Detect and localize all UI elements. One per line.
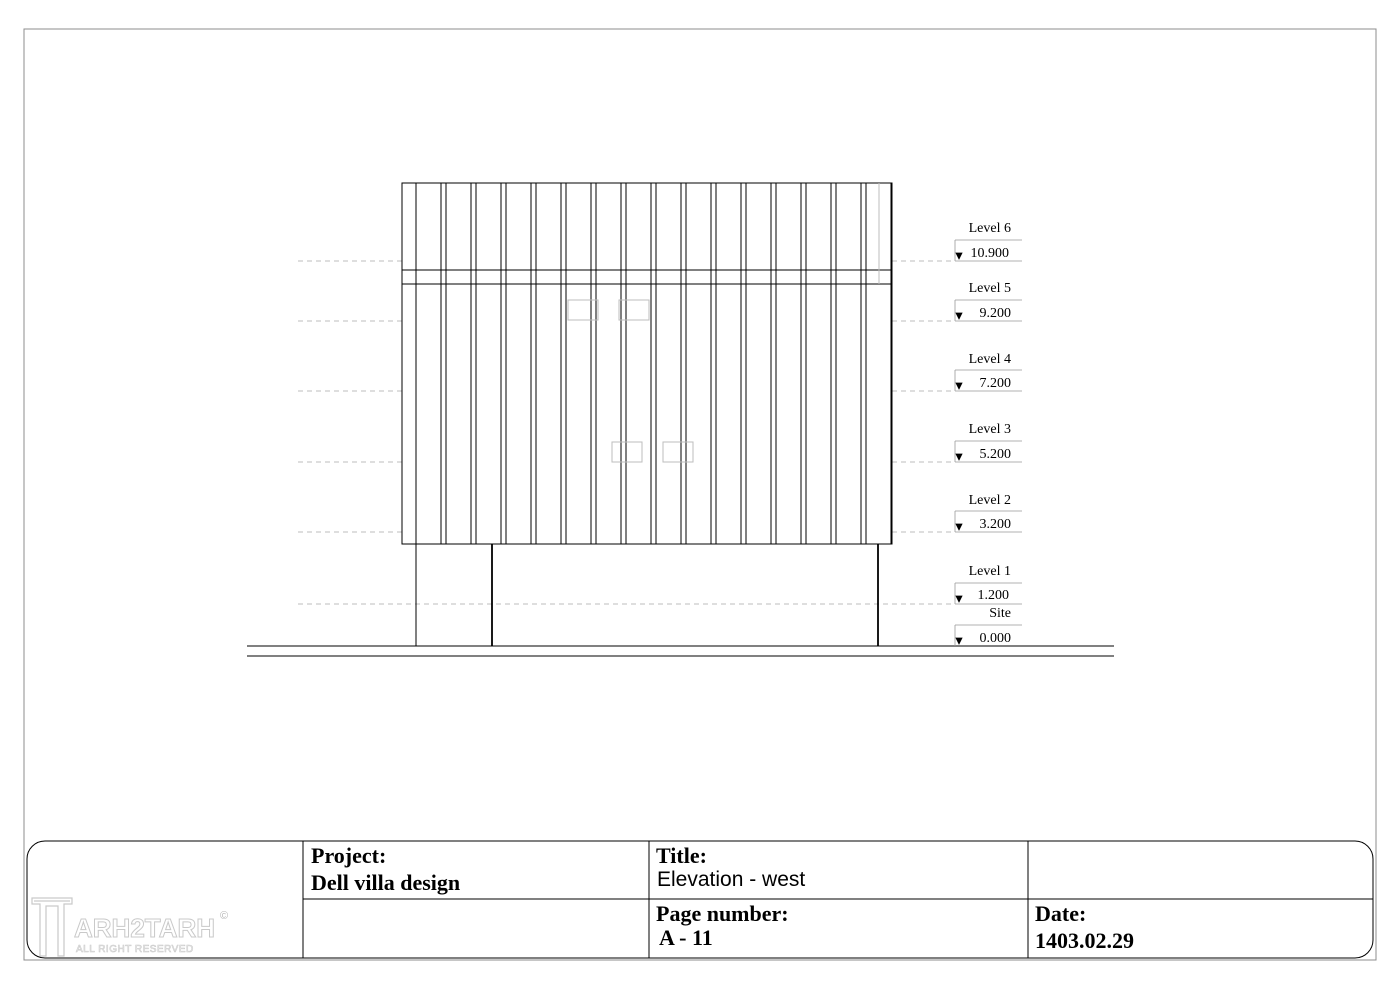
page-number-label: Page number:	[656, 901, 789, 926]
level-5-elevation: 9.200	[979, 306, 1011, 321]
project-label: Project:	[311, 843, 387, 868]
site-elevation: 0.000	[979, 631, 1011, 646]
level-5-name: Level 5	[968, 281, 1011, 296]
level-2-name: Level 2	[968, 493, 1011, 508]
logo-tagline: ALL RIGHT RESERVED	[76, 944, 194, 955]
logo-name: ARH2TARH	[74, 913, 216, 943]
date-value: 1403.02.29	[1035, 928, 1134, 953]
level-markers	[955, 240, 1022, 646]
date-label: Date:	[1035, 901, 1087, 926]
level-2-elevation: 3.200	[979, 517, 1011, 532]
company-logo	[28, 892, 238, 958]
site-name: Site	[989, 606, 1011, 621]
copyright-icon: ©	[220, 910, 229, 922]
page-number-value: A - 11	[659, 925, 713, 950]
level-6-elevation: 10.900	[970, 246, 1009, 261]
title-label: Title:	[656, 843, 707, 868]
level-4-elevation: 7.200	[979, 376, 1011, 391]
ground-floor	[416, 544, 878, 646]
level-4-name: Level 4	[968, 352, 1011, 367]
level-3-elevation: 5.200	[979, 447, 1011, 462]
level-1-name: Level 1	[968, 564, 1011, 579]
project-value: Dell villa design	[311, 870, 461, 895]
level-6-name: Level 6	[968, 221, 1011, 236]
level-3-name: Level 3	[968, 422, 1011, 437]
level-labels	[969, 221, 1011, 646]
level-1-elevation: 1.200	[977, 588, 1009, 603]
title-value: Elevation - west	[657, 868, 806, 891]
